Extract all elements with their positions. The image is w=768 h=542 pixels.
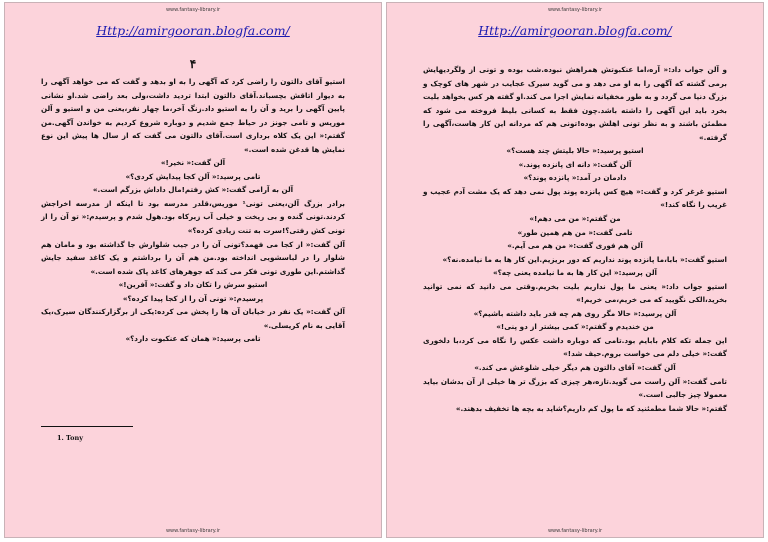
- paragraph: من گفتم:« من می دهم!»: [529, 214, 621, 224]
- paragraph: آلن گفت:« دانه ای پانزده پوند.»: [518, 159, 632, 169]
- paragraph: استیو آقای دالتون را راضی کرد که آگهی را به او بدهد و گفت که می خواهد آگهی را به دیوار اتاقش بچسباند.آقای دالتون ابتدا تردید داشت،ولی بعد راضی شد.او نشانی پایین آگهی را برید و آن را به استیو داد.زنگ آخر،ما چهار نفر،یعنی من و استیو و آلن موریس و تامی جونز در حیاط جمع شدیم و دوباره شروع کردیم به خواندن آگهی.من گفتم:« این یک کلاه برداری است.آقای دالتون می گفت که از سال ها پیش این نوع نمایش ها قدغن شده است.»: [41, 77, 345, 154]
- paragraph: پرسیدم:« تونی آن را از کجا پیدا کرده؟»: [122, 293, 264, 303]
- paragraph: این جمله تکه کلام بابایم بود.تامی که دوباره داشت عکس را نگاه می کرد،با دلخوری گفت:« خیلی دلم می خواست بروم.حیف شد!»: [423, 335, 727, 359]
- paragraph: تامی گفت:« من هم همین طور»: [517, 227, 633, 237]
- site-watermark-top: www.fantasy-library.ir: [165, 7, 221, 13]
- paragraph: من خندیدم و گفتم:« کمی بیشتر از دو پنی!»: [496, 322, 654, 332]
- paragraph: و آلن جواب داد:« آره،اما عنکبوتش همراهش نبوده.شب بوده و تونی از ولگردیهایش برمی گشته که آگهی را به او می دهد و می گوید سیرک عجایب در شهر های کوچک و بزرگ دنیا می گردد و به طور مخفیانه نمایش اجرا می کند.او گفته هر کس بخواهد بلیت بخرد باید این آگهی را داشته باشد.چون فقط به کسانی بلیط فروخته می شود که مطمئن باشند و به نظر تونی اهلش بوده!تونی هم که مردانه این کار هاست،آگهی را گرفته.»: [423, 65, 727, 142]
- blog-link[interactable]: Http://amirgooran.blogfa.com/: [478, 23, 672, 38]
- blog-link[interactable]: Http://amirgooran.blogfa.com/: [96, 23, 290, 38]
- site-watermark-bottom: www.fantasy-library.ir: [547, 528, 603, 534]
- paragraph: آلن به آرامی گفت:« کش رفتم!مال داداش بزرگم است.»: [92, 185, 294, 195]
- left-page-text: [41, 75, 345, 346]
- paragraph: آلن گفت:« از کجا می فهمد؟تونی آن را در جیب شلوارش جا گذاشته بود و مامان هم شلوار را در لباسشویی انداخته بود.من هم آن را برداشتم و یک کاغذ سفید جایش گذاشتم.این طوری تونی فکر می کند که جوهرهای کاغذ پاک شده است.»: [41, 239, 345, 276]
- footnote-divider: [41, 426, 133, 427]
- left-page: [4, 2, 382, 538]
- paragraph: استیو پرسید:« حالا بلیتش چند هست؟»: [506, 146, 644, 156]
- paragraph: استیو سرش را تکان داد و گفت:« آفرین!»: [118, 280, 268, 290]
- site-watermark-bottom: www.fantasy-library.ir: [165, 528, 221, 534]
- paragraph: آلن گفت:« آقای دالتون هم دیگر خیلی شلوغش می کند.»: [474, 363, 676, 373]
- footnote: 1. Tony: [57, 434, 83, 442]
- right-page-text: [423, 63, 727, 415]
- paragraph: تامی گفت:« آلن راست می گوید.تازه،هر چیزی که بزرگ تر ها خیلی از آن بدشان بیاید معمولا چیز جالبی است.»: [423, 376, 727, 400]
- paragraph: آلن پرسید:« حالا مگر روی هم چه قدر باید داشته باشیم؟»: [473, 308, 677, 318]
- paragraph: استیو جواب داد:« یعنی ما پول نداریم بلیت بخریم.وقتی می دانید که نمی توانید بخرید،الکی نگویید که می خریم،می خریم!»: [423, 281, 727, 305]
- paragraph: استیو غرغر کرد و گفت:« هیچ کس پانزده پوند پول نمی دهد که یک مشت آدم عجیب و غریب را نگاه کند!»: [423, 186, 727, 210]
- paragraph: برادر بزرگ آلن،یعنی تونی¹ موریس،قلدر مدرسه بود تا اینکه از مدرسه اخراجش کردند.تونی گنده و بی ریخت و خیلی آب زیرکاه بود.هول شدم و پرسیدم:« تو آن را از تونی کش رفتی؟!سرت به تنت زیادی کرده؟»: [41, 198, 345, 236]
- right-page: [386, 2, 764, 538]
- paragraph: تامی پرسید:« همان که عنکبوت دارد؟»: [125, 334, 261, 344]
- chapter-number: ۴: [189, 57, 197, 71]
- site-watermark-top: www.fantasy-library.ir: [547, 7, 603, 13]
- paragraph: آلن گفت:« یک نفر در خیابان آن ها را پخش می کرده:یکی از برگزارکنندگان سیرک،یک آقایی به نام کریسلی.»: [41, 307, 345, 330]
- paragraph: آلن پرسید:« این کار ها به ما نیامده یعنی چه؟»: [492, 268, 658, 278]
- paragraph: دادمان در آمد:« پانزده پوند؟»: [523, 173, 627, 183]
- paragraph: آلن گفت:« نخیر!»: [160, 158, 226, 168]
- paragraph: گفتم:« حالا شما مطمئنید که ما پول کم داریم؟شاید به بچه ها تخفیف بدهند.»: [455, 403, 727, 413]
- paragraph: تامی پرسید:« آلن کجا پیدایش کردی؟»: [125, 171, 261, 181]
- paragraph: استیو گفت:« بابا،ما پانزده پوند نداریم که دور بریزیم.این کار ها به ما نیامده.نه؟»: [442, 254, 727, 264]
- paragraph: آلن هم فوری گفت:« من هم می آیم.»: [507, 241, 643, 251]
